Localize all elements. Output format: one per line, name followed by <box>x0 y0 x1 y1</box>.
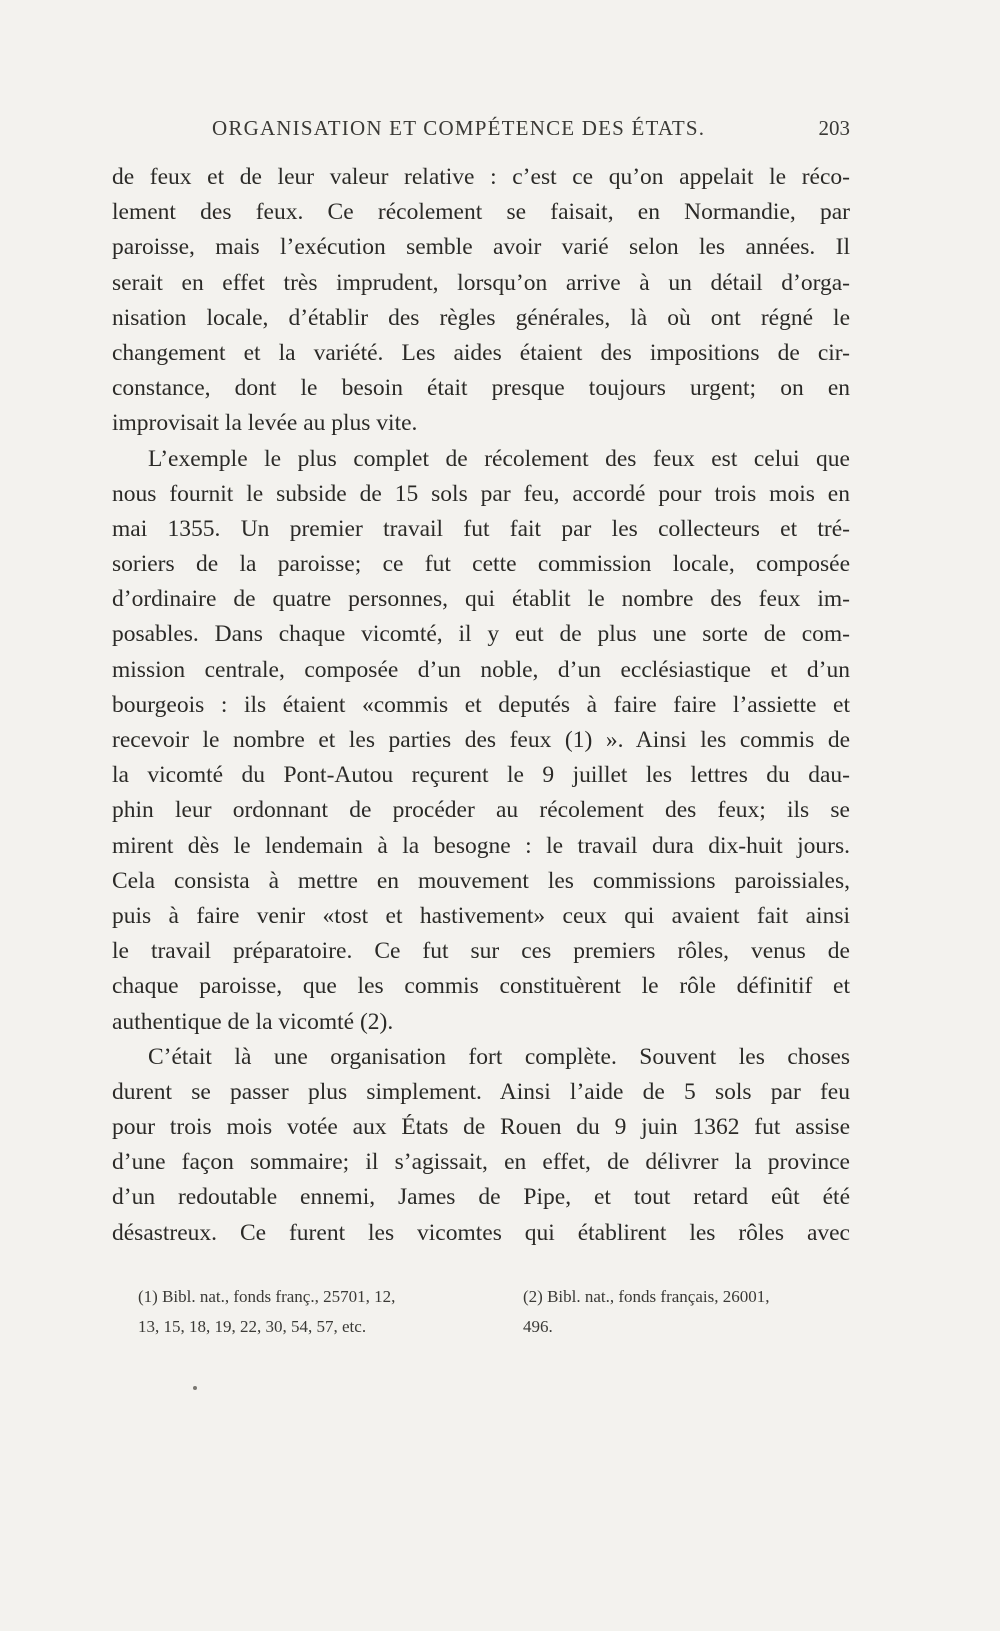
text-line: paroisse, mais l’exécution semble avoir varié selon les années. Il <box>112 234 850 261</box>
text-line: recevoir le nombre et les parties des feux (1) ». Ainsi les commis de <box>112 727 850 753</box>
text-line: nous fournit le subside de 15 sols par feu, accordé pour trois mois en <box>112 480 850 507</box>
footnote-line: 496. <box>523 1317 553 1336</box>
text-line: le travail préparatoire. Ce fut sur ces premiers rôles, venus de <box>112 938 850 965</box>
text-line: Cela consista à mettre en mouvement les commissions paroissiales, <box>112 867 850 894</box>
text-line: désastreux. Ce furent les vicomtes qui établirent les rôles avec <box>112 1219 850 1246</box>
text-line: improvisait la levée au plus vite. <box>112 410 418 437</box>
footnote-1 <box>138 1282 468 1342</box>
text-line: la vicomté du Pont-Autou reçurent le 9 juillet les lettres du dau- <box>112 762 850 789</box>
text-line: lement des feux. Ce récolement se faisait, en Normandie, par <box>112 199 850 226</box>
text-line: puis à faire venir «tost et hastivement» ceux qui avaient fait ainsi <box>112 902 850 929</box>
ink-spot <box>193 1386 197 1390</box>
page-number: 203 <box>818 116 850 140</box>
footnote-2 <box>523 1282 853 1342</box>
text-line: posables. Dans chaque vicomté, il y eut de plus une sorte de com- <box>112 621 850 648</box>
text-line: changement et la variété. Les aides étaient des impositions de cir- <box>112 339 850 366</box>
body-text <box>112 160 850 1251</box>
text-line: pour trois mois votée aux États de Rouen du 9 juin 1362 fut assise <box>112 1114 850 1141</box>
footnote-line: 13, 15, 18, 19, 22, 30, 54, 57, etc. <box>138 1317 367 1336</box>
text-line: nisation locale, d’établir des règles générales, là où ont régné le <box>112 304 850 331</box>
text-line: chaque paroisse, que les commis constituèrent le rôle définitif et <box>112 973 850 1000</box>
text-line: d’une façon sommaire; il s’agissait, en effet, de délivrer la province <box>112 1149 850 1176</box>
text-line: serait en effet très imprudent, lorsqu’on arrive à un détail d’orga- <box>112 269 850 296</box>
text-line: authentique de la vicomté (2). <box>112 1008 394 1035</box>
text-line: L’exemple le plus complet de récolement des feux est celui que <box>148 445 850 472</box>
footnote-line: (1) Bibl. nat., fonds franç., 25701, 12, <box>138 1287 396 1306</box>
running-head: ORGANISATION ET COMPÉTENCE DES ÉTATS. <box>212 116 706 140</box>
text-line: phin leur ordonnant de procéder au récolement des feux; ils se <box>112 797 850 824</box>
text-line: C’était là une organisation fort complète. Souvent les choses <box>148 1043 850 1070</box>
page-header <box>112 116 850 148</box>
text-line: durent se passer plus simplement. Ainsi l’aide de 5 sols par feu <box>112 1078 850 1105</box>
text-line: d’ordinaire de quatre personnes, qui établit le nombre des feux im- <box>112 586 850 613</box>
text-line: de feux et de leur valeur relative : c’est ce qu’on appelait le réco- <box>112 164 850 190</box>
text-line: constance, dont le besoin était presque toujours urgent; on en <box>112 375 850 402</box>
text-line: mai 1355. Un premier travail fut fait par les collecteurs et tré- <box>112 515 850 542</box>
text-line: mirent dès le lendemain à la besogne : le travail dura dix-huit jours. <box>112 832 850 859</box>
text-line: mission centrale, composée d’un noble, d’un ecclésiastique et d’un <box>112 656 850 683</box>
footnote-line: (2) Bibl. nat., fonds français, 26001, <box>523 1287 770 1306</box>
text-line: bourgeois : ils étaient «commis et deputés à faire faire l’assiette et <box>112 691 850 718</box>
text-line: soriers de la paroisse; ce fut cette commission locale, composée <box>112 551 850 578</box>
text-line: d’un redoutable ennemi, James de Pipe, et tout retard eût été <box>112 1184 850 1211</box>
